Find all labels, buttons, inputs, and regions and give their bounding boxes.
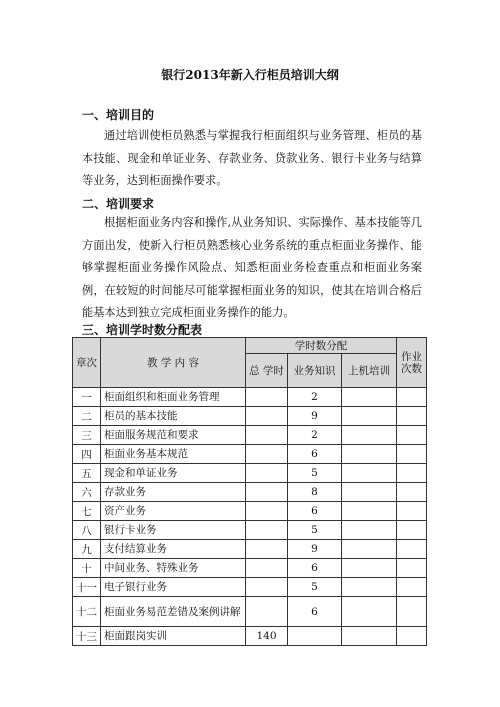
cell-business-knowledge: 9 <box>288 407 342 426</box>
cell-machine-training <box>342 521 397 540</box>
cell-practice-count <box>397 540 427 559</box>
cell-chapter: 八 <box>73 521 101 540</box>
cell-chapter: 二 <box>73 407 101 426</box>
cell-practice-count <box>397 578 427 597</box>
header-business-knowledge: 业务知识 <box>288 354 342 388</box>
cell-total-hours: 140 <box>246 627 288 646</box>
section-heading-purpose: 一、培训目的 <box>82 108 155 122</box>
cell-practice-count <box>397 559 427 578</box>
cell-total-hours <box>246 521 288 540</box>
table-row <box>73 502 427 521</box>
cell-business-knowledge: 6 <box>288 445 342 464</box>
cell-practice-count <box>397 407 427 426</box>
cell-business-knowledge: 5 <box>288 578 342 597</box>
cell-chapter: 五 <box>73 464 101 483</box>
cell-chapter: 六 <box>73 483 101 502</box>
cell-chapter: 三 <box>73 426 101 445</box>
cell-total-hours <box>246 597 288 627</box>
cell-practice-count <box>397 627 427 646</box>
document-title: 银行2013年新入行柜员培训大纲 <box>161 68 339 82</box>
header-content: 教 学 内 容 <box>101 338 246 388</box>
header-machine-training: 上机培训 <box>342 354 397 388</box>
training-hours-table <box>72 337 427 646</box>
cell-business-knowledge: 6 <box>288 597 342 627</box>
cell-practice-count <box>397 597 427 627</box>
table-row <box>73 578 427 597</box>
section-paragraph-purpose: 通过培训使柜员熟悉与掌握我行柜面组织与业务管理、柜员的基本技能、现金和单证业务、存款业务、贷款业务、银行卡业务与结算等业务，达到柜面操作要求。 <box>82 129 422 187</box>
cell-business-knowledge: 8 <box>288 483 342 502</box>
cell-practice-count <box>397 502 427 521</box>
cell-chapter: 十 <box>73 559 101 578</box>
cell-machine-training <box>342 483 397 502</box>
table-row <box>73 426 427 445</box>
cell-business-knowledge: 2 <box>288 426 342 445</box>
cell-machine-training <box>342 426 397 445</box>
cell-machine-training <box>342 627 397 646</box>
cell-total-hours <box>246 578 288 597</box>
cell-total-hours <box>246 407 288 426</box>
cell-total-hours <box>246 445 288 464</box>
table-row <box>73 483 427 502</box>
cell-content: 电子银行业务 <box>101 578 246 597</box>
cell-machine-training <box>342 597 397 627</box>
cell-business-knowledge: 2 <box>288 388 342 407</box>
section-heading-requirements: 二、培训要求 <box>82 197 155 211</box>
table-row <box>73 559 427 578</box>
cell-practice-count <box>397 464 427 483</box>
cell-practice-count <box>397 426 427 445</box>
table-row <box>73 521 427 540</box>
cell-total-hours <box>246 426 288 445</box>
cell-machine-training <box>342 578 397 597</box>
cell-content: 柜面业务基本规范 <box>101 445 246 464</box>
cell-business-knowledge: 6 <box>288 502 342 521</box>
cell-content: 柜员的基本技能 <box>101 407 246 426</box>
table-row <box>73 407 427 426</box>
cell-practice-count <box>397 388 427 407</box>
cell-machine-training <box>342 407 397 426</box>
cell-content: 柜面业务易范差错及案例讲解 <box>101 597 246 627</box>
cell-content: 柜面服务规范和要求 <box>101 426 246 445</box>
cell-total-hours <box>246 540 288 559</box>
cell-machine-training <box>342 540 397 559</box>
cell-content: 银行卡业务 <box>101 521 246 540</box>
cell-chapter: 七 <box>73 502 101 521</box>
cell-machine-training <box>342 559 397 578</box>
table-row <box>73 388 427 407</box>
cell-total-hours <box>246 464 288 483</box>
cell-business-knowledge: 5 <box>288 521 342 540</box>
cell-chapter: 十三 <box>73 627 101 646</box>
cell-business-knowledge <box>288 627 342 646</box>
cell-business-knowledge: 9 <box>288 540 342 559</box>
cell-machine-training <box>342 388 397 407</box>
header-chapter: 章次 <box>73 338 101 388</box>
header-hours-group: 学时数分配 <box>246 338 397 354</box>
table-row <box>73 540 427 559</box>
cell-business-knowledge: 5 <box>288 464 342 483</box>
section-paragraph-requirements: 根据柜面业务内容和操作,从业务知识、实际操作、基本技能等几方面出发，使新入行柜员熟悉核心业务系统的重点柜面业务操作、能够掌握柜面业务操作风险点、知悉柜面业务检查重点和柜面业务案例，在较短的时间能尽可能掌握柜面业务的知识，使其在培训合格后能基本达到独立完成柜面业务操作的能力。 <box>82 216 422 319</box>
header-practice-count: 作业次数 <box>397 338 427 388</box>
cell-chapter: 九 <box>73 540 101 559</box>
cell-total-hours <box>246 559 288 578</box>
cell-machine-training <box>342 464 397 483</box>
cell-business-knowledge: 6 <box>288 559 342 578</box>
cell-chapter: 四 <box>73 445 101 464</box>
cell-practice-count <box>397 483 427 502</box>
cell-chapter: 十一 <box>73 578 101 597</box>
table-row <box>73 445 427 464</box>
cell-content: 柜面组织和柜面业务管理 <box>101 388 246 407</box>
cell-practice-count <box>397 445 427 464</box>
table-row <box>73 627 427 646</box>
cell-content: 存款业务 <box>101 483 246 502</box>
cell-content: 支付结算业务 <box>101 540 246 559</box>
header-total-hours: 总 学时 <box>246 354 288 388</box>
cell-machine-training <box>342 502 397 521</box>
cell-total-hours <box>246 502 288 521</box>
cell-content: 资产业务 <box>101 502 246 521</box>
cell-content: 现金和单证业务 <box>101 464 246 483</box>
section-heading-hours-table: 三、培训学时数分配表 <box>82 323 203 337</box>
cell-content: 中间业务、特殊业务 <box>101 559 246 578</box>
cell-total-hours <box>246 483 288 502</box>
cell-practice-count <box>397 521 427 540</box>
cell-content: 柜面跟岗实训 <box>101 627 246 646</box>
cell-machine-training <box>342 445 397 464</box>
table-row <box>73 464 427 483</box>
cell-total-hours <box>246 388 288 407</box>
cell-chapter: 一 <box>73 388 101 407</box>
cell-chapter: 十二 <box>73 597 101 627</box>
table-row <box>73 597 427 627</box>
